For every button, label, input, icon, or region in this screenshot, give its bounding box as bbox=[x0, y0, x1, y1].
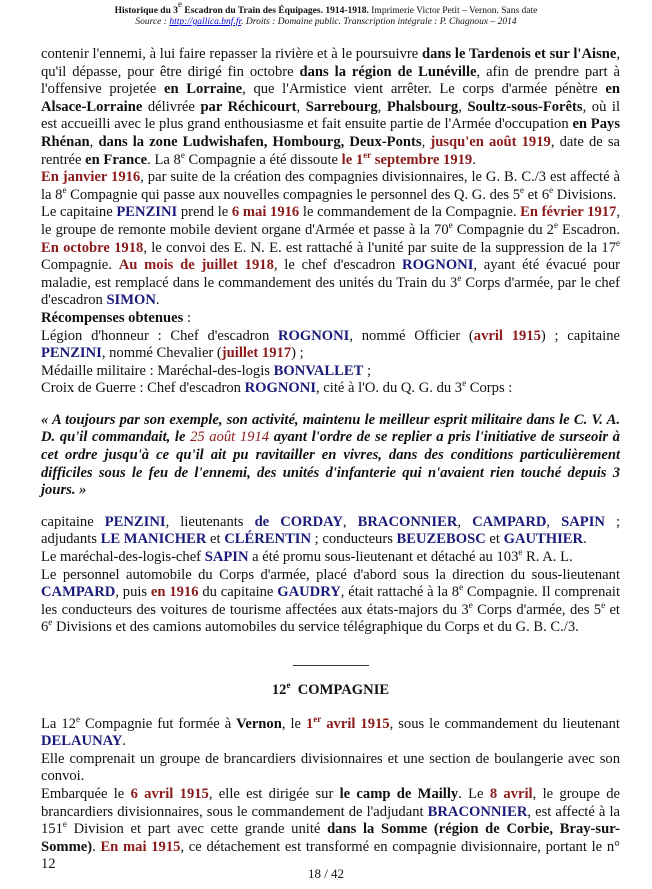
paragraph: Médaille militaire : Maréchal-des-logis BONVALLET ; bbox=[41, 362, 372, 379]
paragraph: Embarquée le 6 avril 1915, elle est dirigée sur le camp de Mailly. Le 8 avril, le groupe de brancardiers divisionnaires, sous le commandement de l'adjudant BRACONNIER, est affecté à la 151e Division et part avec cette grande unité dans la Somme (région de Corbie, Bray-sur-Somme). En mai 1915, ce détachement est transformé en compagnie divisionnaire, portant le n° 12 bbox=[41, 785, 621, 873]
section-title: COMPAGNIE bbox=[297, 682, 390, 698]
section-heading bbox=[41, 682, 620, 700]
document-body bbox=[41, 46, 620, 874]
page-number: 18 / 42 bbox=[307, 866, 345, 881]
paragraph: Le maréchal-des-logis-chef SAPIN a été promu sous-lieutenant et détaché au 103e R. A. L. bbox=[41, 547, 573, 566]
paragraph: Croix de Guerre : Chef d'escadron ROGNONI, cité à l'O. du Q. G. du 3e Corps : bbox=[41, 378, 513, 397]
section-divider bbox=[293, 665, 369, 666]
paragraph: Le capitaine PENZINI prend le 6 mai 1916 le commandement de la Compagnie. En février 1917, le groupe de remonte mobile devient organe d'Armée et passe à la 70e Compagnie du 2e Escadron. En octobre 1918, le convoi des E. N. E. est rattaché à l'unité par suite de la suppression de la 17e Compagnie. Au mois de juillet 1918, le chef d'escadron ROGNONI, ayant été évacué pour maladie, est remplacé dans le commandement des unités du Train du 3e Corps d'armée, par le chef d'escadron SIMON. bbox=[41, 204, 620, 309]
subheading: Récompenses obtenues : bbox=[41, 309, 191, 326]
paragraph: Elle comprenait un groupe de brancardiers divisionnaires et une section de boulangerie avec son convoi. bbox=[41, 750, 620, 785]
document-title: Historique du 3 bbox=[114, 6, 178, 16]
source-label: Source : bbox=[135, 17, 170, 27]
paragraph: Le personnel automobile du Corps d'armée, placé d'abord sous la direction du sous-lieutenant CAMPARD, puis en 1916 du capitaine GAUDRY, était rattaché à la 8e Compagnie. Il comprenait les conducteurs des voitures de tourisme affectées aux états-majors du 3e Corps d'armée, des 5e et 6e Divisions et des camions automobiles du service télégraphique du Corps et du G. B. C./3. bbox=[41, 566, 620, 636]
rights-text: . Droits : Domaine public. Transcription intégrale : P. Chagnoux – 2014 bbox=[241, 17, 517, 27]
paragraph: Légion d'honneur : Chef d'escadron ROGNONI, nommé Officier (avril 1915) ; capitaine PENZINI, nommé Chevalier (juillet 1917) ; bbox=[41, 327, 620, 362]
document-title-rest: Escadron du Train des Équipages. 1914-1918. bbox=[182, 6, 369, 16]
publisher: Imprimerie Victor Petit – Vernon. Sans date bbox=[368, 6, 538, 16]
paragraph: capitaine PENZINI, lieutenants de CORDAY, BRACONNIER, CAMPARD, SAPIN ; adjudants LE MANICHER et CLÉRENTIN ; conducteurs BEUZEBOSC et GAUTHIER. bbox=[41, 513, 621, 548]
source-link[interactable]: http://gallica.bnf.fr bbox=[169, 17, 242, 27]
page-header bbox=[0, 0, 652, 28]
citation-quote: « A toujours par son exemple, son activité, maintenu le meilleur esprit militaire dans le C. V. A. D. qu'il commandait, le 25 août 1914 ayant l'ordre de se replier a pris l'initiative de surseoir à cet ordre jusqu'à ce qu'il ait pu ravitailler en vivres, dans des conditions particulièrement difficiles sous le feu de l'ennemi, des unités d'infanterie qui n'avaient rien touché depuis 3 jours. » bbox=[41, 411, 620, 499]
section-number: 12 bbox=[271, 682, 287, 698]
paragraph: contenir l'ennemi, à lui faire repasser la rivière et à le poursuivre dans le Tardenois et sur l'Aisne, qu'il dépasse, pour être dirigé fin octobre dans la région de Lunéville, afin de prendre part à l'offensive projetée en Lorraine, que l'Armistice vient arrêter. Le corps d'armée pénètre en Alsace-Lorraine délivrée par Réchicourt, Sarrebourg, Phalsbourg, Soultz-sous-Forêts, où il est accueilli avec le plus grand enthousiasme et fait ensuite partie de l'Armée d'occupation en Pays Rhénan, dans la zone Ludwishafen, Hombourg, Deux-Ponts, jusqu'en août 1919, date de sa rentrée en France. La 8e Compagnie a été dissoute le 1er septembre 1919. bbox=[41, 46, 621, 168]
paragraph: La 12e Compagnie fut formée à Vernon, le 1er avril 1915, sous le commandement du lieutenant DELAUNAY. bbox=[41, 713, 620, 750]
superscript: e bbox=[178, 0, 182, 9]
paragraph: En janvier 1916, par suite de la création des compagnies divisionnaires, le G. B. C./3 est affecté à la 8e Compagnie qui passe aux nouvelles compagnies le personnel des Q. G. des 5e et 6e Divisions. bbox=[41, 169, 620, 203]
superscript: e bbox=[286, 680, 291, 690]
